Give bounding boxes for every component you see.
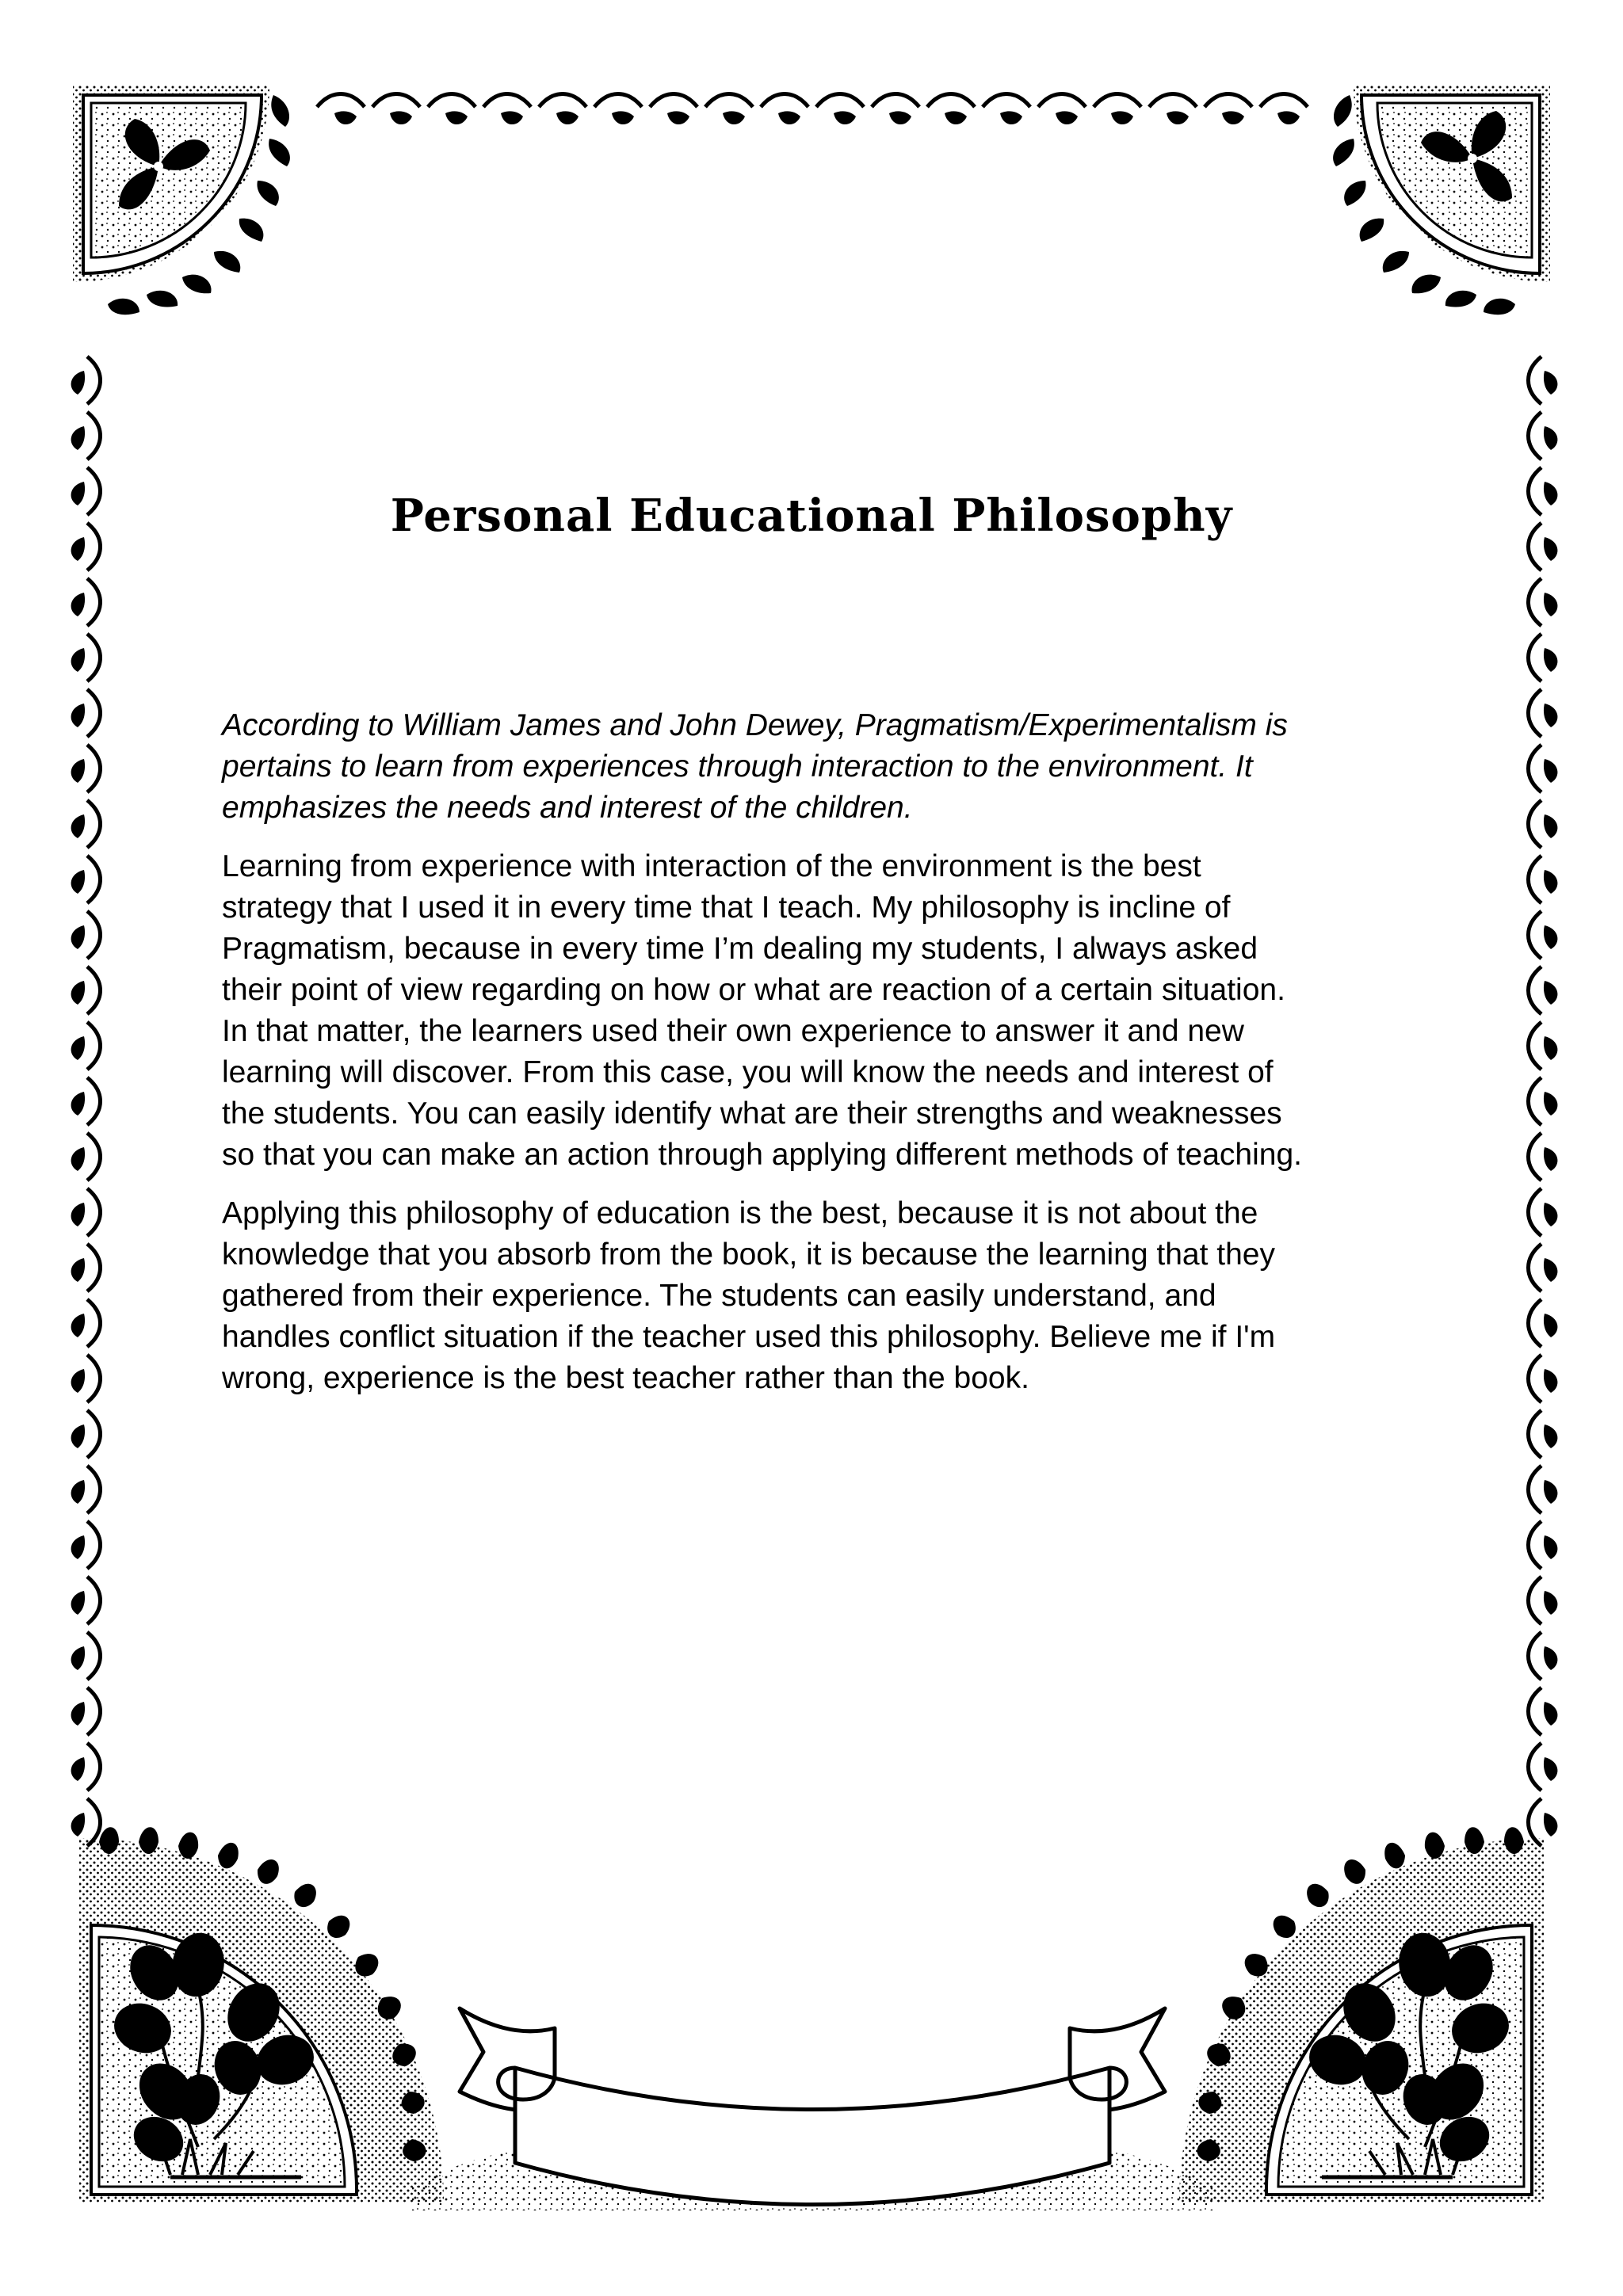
left-vine-border <box>71 357 101 1846</box>
top-vine-border <box>317 94 1308 125</box>
bottom-right-corner-ornament <box>1179 1827 1544 2203</box>
document-body <box>222 705 1395 1417</box>
top-left-corner-ornament <box>73 86 317 330</box>
ribbon-scroll-banner <box>460 2008 1165 2205</box>
page-title: Personal Educational Philosophy <box>390 490 1233 542</box>
body-paragraph: Applying this philosophy of education is the best, because it is not about the knowledge that you absorb from the book, it is because the learning that they gathered from their experience. The students can easily understand, and handles conflict situation if the teacher used this philosophy. Believe me if I'm wrong, experience is the best teacher rather than the book. <box>222 1196 1276 1395</box>
intro-paragraph: According to William James and John Dewey, Pragmatism/Experimentalism is pertains to learn from experiences through interaction to the environment. It emphasizes the needs and interest of the children. <box>222 708 1288 825</box>
top-right-corner-ornament <box>1333 86 1550 315</box>
body-paragraph: Learning from experience with interaction of the environment is the best strategy that I used it in every time that I teach. My philosophy is incline of Pragmatism, because in every time I’m dealing my students, I always asked their point of view regarding on how or what are reaction of a certain situation. In that matter, the learners used their own experience to answer it and new learning will discover. From this case, you will know the needs and interest of the students. You can easily identify what are their strengths and weaknesses so that you can make an action through applying different methods of teaching. <box>222 849 1303 1172</box>
bottom-left-corner-ornament <box>79 1827 444 2203</box>
right-vine-border <box>1529 357 1558 1846</box>
